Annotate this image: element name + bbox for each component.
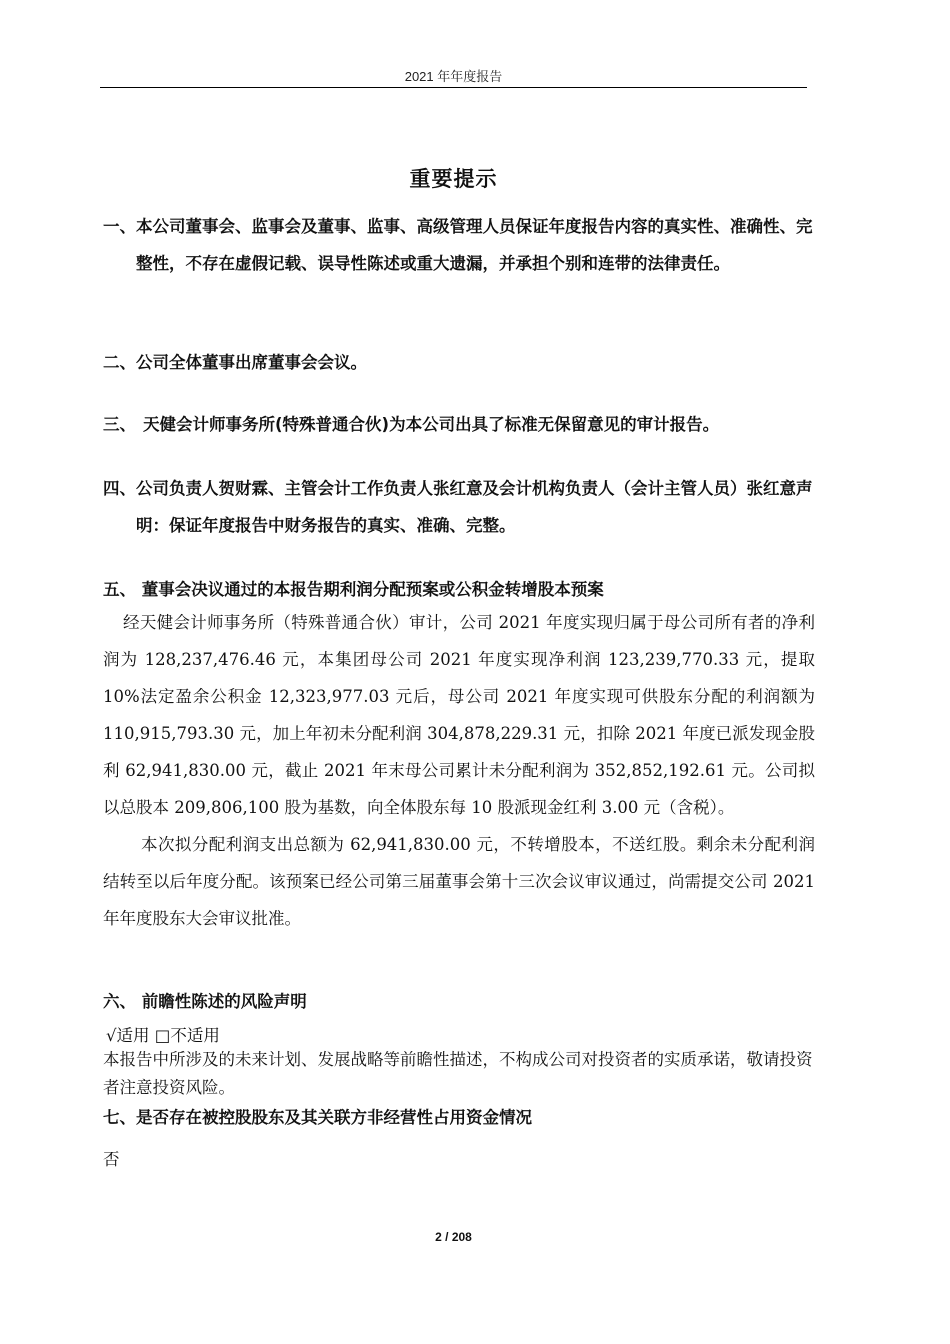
notice-item-4 [103,470,813,544]
page-title: 重要提示 [409,167,498,191]
risk-statement-text: 本报告中所涉及的未来计划、发展战略等前瞻性描述，不构成公司对投资者的实质承诺，敬请投资者注意投资风险。 [103,1050,813,1097]
notice-item-1 [103,208,813,282]
item-number: 二、 [103,353,136,372]
applicability-options: √适用 □不适用 [106,1026,220,1045]
running-header: 2021 年年度报告 [404,69,503,84]
section-6-heading: 六、 前瞻性陈述的风险声明 [103,992,307,1011]
item-text: 公司负责人贺财霖、主管会计工作负责人张红意及会计机构负责人（会计主管人员）张红意声明：保证年度报告中财务报告的真实、准确、完整。 [136,479,813,535]
page-number: 2 / 208 [435,1230,472,1244]
section-7-heading: 七、是否存在被控股股东及其关联方非经营性占用资金情况 [103,1108,532,1127]
item-number: 三、 [103,415,136,434]
profit-distribution-paragraph: 经天健会计师事务所（特殊普通合伙）审计，公司 2021 年度实现归属于母公司所有者的净利润为 128,237,476.46 元，本集团母公司 2021 年度实现净利润 123,239,770.33 元，提取 10%法定盈余公积金 12,323,977.03 元后，母公司 2021 年度实现可供股东分配的利润额为 110,915,793.30 元，加上年初未分配利润 304,878,229.31 元，扣除 2021 年度已派发现金股利 62,941,830.00 元，截止 2021 年末母公司累计未分配利润为 352,852,192.61 元。公司拟以总股本 209,806,100 股为基数，向全体股东每 10 股派现金红利 3.00 元（含税）。 [103,613,815,817]
section-5-heading: 五、 董事会决议通过的本报告期利润分配预案或公积金转增股本预案 [103,580,604,599]
item-number: 一、 [103,217,136,236]
item-text: 天健会计师事务所(特殊普通合伙)为本公司出具了标准无保留意见的审计报告。 [143,415,720,434]
item-number: 四、 [103,479,136,498]
notice-item-2 [103,344,813,381]
item-text: 本公司董事会、监事会及董事、监事、高级管理人员保证年度报告内容的真实性、准确性、完整性，不存在虚假记载、误导性陈述或重大遗漏，并承担个别和连带的法律责任。 [136,217,813,273]
item-text: 公司全体董事出席董事会会议。 [136,353,367,372]
header-divider [100,87,807,88]
distribution-plan-paragraph: 本次拟分配利润支出总额为 62,941,830.00 元，不转增股本，不送红股。剩余未分配利润结转至以后年度分配。该预案已经公司第三届董事会第十三次会议审议通过，尚需提交公司 2021 年年度股东大会审议批准。 [103,835,815,928]
section-7-answer: 否 [103,1150,120,1169]
notice-item-3 [103,406,813,443]
section-5-body [103,604,815,937]
